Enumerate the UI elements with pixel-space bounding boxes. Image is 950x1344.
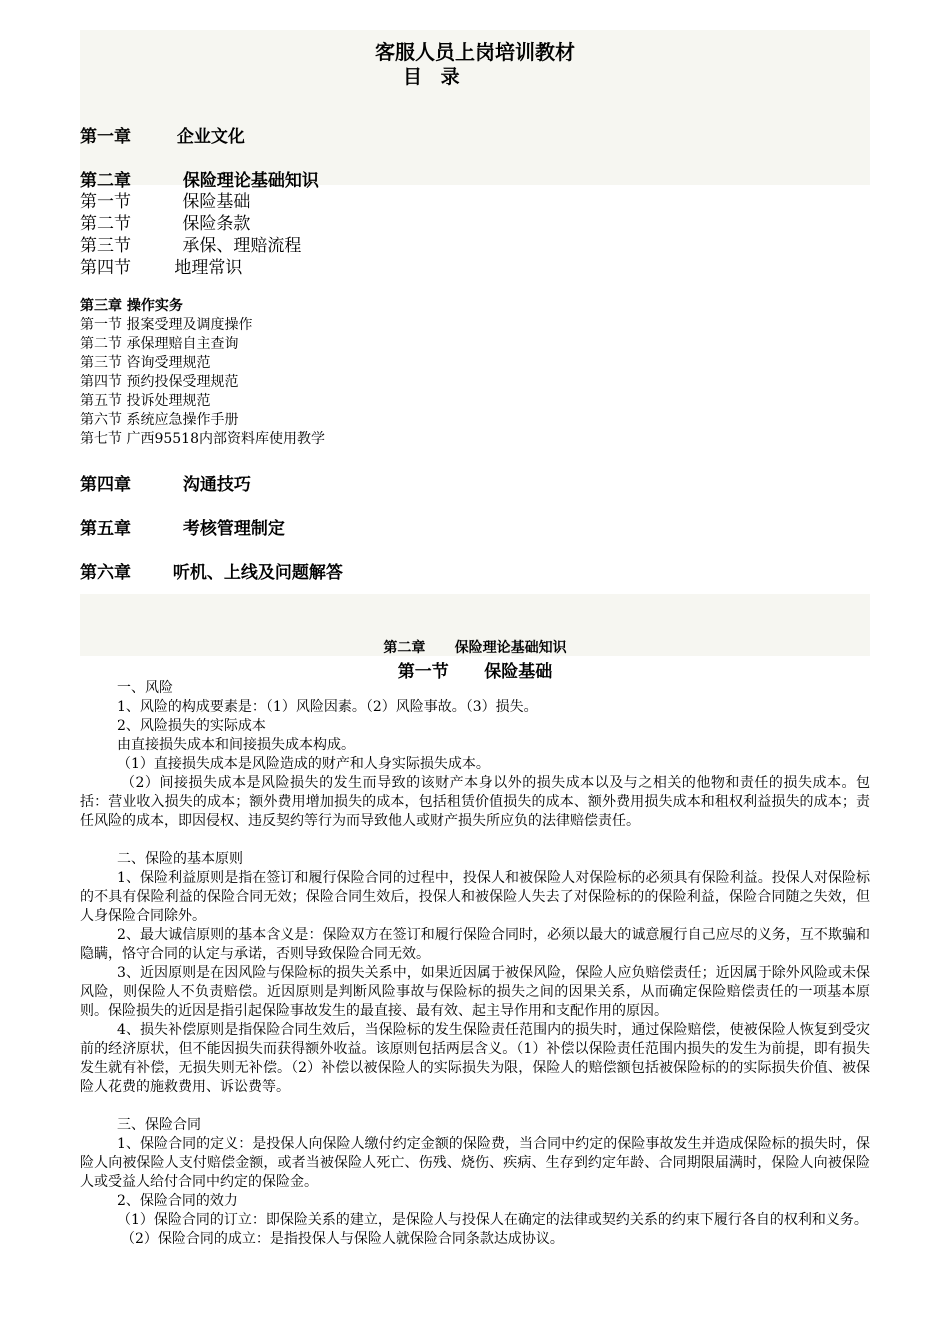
section-title: 地理常识 [174,258,243,278]
toc-section-3-4[interactable]: 第四节 预约投保受理规范 [80,374,239,390]
chapter-number: 第二章 [80,171,131,191]
paragraph: （2）间接损失成本是风险损失的发生而导致的该财产本身以外的损失成本以及与之相关的他物和责任的损失成本。包括：营业收入损失的成本；额外费用增加损失的成本，包括租赁价值损失的成本、额外费用损失成本和租权利益损失的成本；责任风险的成本，即因侵权、违反契约等行为而导致他人或财产损失所应负的法律赔偿责任。 [80,775,870,829]
chapter-title: 听机、上线及问题解答 [172,563,343,583]
paragraph: 2、最大诚信原则的基本含义是：保险双方在签订和履行保险合同时，必须以最大的诚意履行自己应尽的义务，互不欺骗和隐瞒，恪守合同的认定与承诺，否则导致保险合同无效。 [80,927,870,962]
paragraph: 4、损失补偿原则是指保险合同生效后，当保险标的发生保险责任范围内的损失时，通过保险赔偿，使被保险人恢复到受灾前的经济原状，但不能因损失而获得额外收益。该原则包括两层含义。（1）补偿以保险责任范围内损失的发生为前提，即有损失发生就有补偿，无损失则无补偿。（2）补偿以被保险人的实际损失为限，保险人的赔偿额包括被保险标的的实际损失价值、被保险人花费的施救费用、诉讼费等。 [80,1022,870,1095]
toc-chapter-6[interactable] [80,558,343,583]
paragraph: 2、保险合同的效力 [117,1193,238,1209]
blank-line [80,831,870,850]
section-number: 第四节 [80,258,131,278]
toc-heading: 目 录 [403,66,466,88]
section-number: 第二节 [80,214,131,234]
section-title: 保险条款 [182,214,251,234]
toc-section-3-1[interactable]: 第一节 报案受理及调度操作 [80,317,253,333]
toc-chapter-5[interactable] [80,514,285,539]
document-body [80,679,870,1249]
paragraph: 3、近因原则是在因风险与保险标的损失关系中，如果近因属于被保风险，保险人应负赔偿责任；近因属于除外风险或未保风险，则保险人不负责赔偿。近因原则是判断风险事故与保险标的损失之间的因果关系，从而确定保险赔偿责任的一项基本原则。保险损失的近因是指引起保险事故发生的最直接、最有效、起主导作用和支配作用的原因。 [80,965,870,1019]
paragraph: 由直接损失成本和间接损失成本构成。 [117,737,355,753]
toc-chapter-3[interactable]: 第三章 操作实务 [80,298,183,314]
toc-section-3-2[interactable]: 第二节 承保理赔自主查询 [80,336,239,352]
paragraph: 1、保险合同的定义：是投保人向保险人缴付约定金额的保险费，当合同中约定的保险事故发生并造成保险标的损失时，保险人向被保险人支付赔偿金额，或者当被保险人死亡、伤残、烧伤、疾病、生存到约定年龄、合同期限届满时，保险人向被保险人或受益人给付合同中约定的保险金。 [80,1136,870,1190]
paragraph: 一、风险 [117,680,173,696]
chapter-title: 保险理论基础知识 [182,171,319,191]
toc-section-2-4[interactable] [80,253,242,278]
section-title: 承保、理赔流程 [182,236,302,256]
chapter-title: 考核管理制定 [182,519,285,539]
toc-section-3-5[interactable]: 第五节 投诉处理规范 [80,393,211,409]
paragraph: 1、风险的构成要素是：（1）风险因素。（2）风险事故。（3）损失。 [117,699,538,715]
document-title: 客服人员上岗培训教材 [375,40,575,64]
toc-chapter-4[interactable] [80,470,251,495]
blank-line [80,1097,870,1116]
section-number: 第三节 [80,236,131,256]
paragraph: （2）保险合同的成立：是指投保人与保险人就保险合同条款达成协议。 [121,1231,564,1247]
paragraph: 三、保险合同 [117,1117,201,1133]
toc-chapter-1[interactable] [80,122,245,147]
toc-section-3-3[interactable]: 第三节 咨询受理规范 [80,355,211,371]
content-section-heading: 第一节 保险基础 [397,662,553,682]
toc-section-3-6[interactable]: 第六节 系统应急操作手册 [80,412,239,428]
chapter-number: 第六章 [80,563,131,583]
section-title: 保险基础 [182,192,251,212]
paragraph: （1）保险合同的订立：即保险关系的建立，是保险人与投保人在确定的法律或契约关系的约束下履行各自的权利和义务。 [117,1212,868,1228]
chapter-number: 第五章 [80,519,131,539]
chapter-number: 第一章 [80,127,131,147]
content-chapter-heading: 第二章 保险理论基础知识 [383,640,567,656]
chapter-title: 沟通技巧 [182,475,251,495]
paragraph: 1、保险利益原则是指在签订和履行保险合同的过程中，投保人和被保险人对保险标的必须具有保险利益。投保人对保险标的不具有保险利益的保险合同无效；保险合同生效后，投保人和被保险人失去了对保险标的的保险利益，保险合同随之失效，但人身保险合同除外。 [80,870,870,924]
chapter-title: 企业文化 [176,127,245,147]
paragraph: （1）直接损失成本是风险造成的财产和人身实际损失成本。 [117,756,490,772]
paragraph: 2、风险损失的实际成本 [117,718,266,734]
section-number: 第一节 [80,192,131,212]
paragraph: 二、保险的基本原则 [117,851,243,867]
toc-section-3-7[interactable]: 第七节 广西95518内部资料库使用教学 [80,431,325,447]
chapter-number: 第四章 [80,475,131,495]
